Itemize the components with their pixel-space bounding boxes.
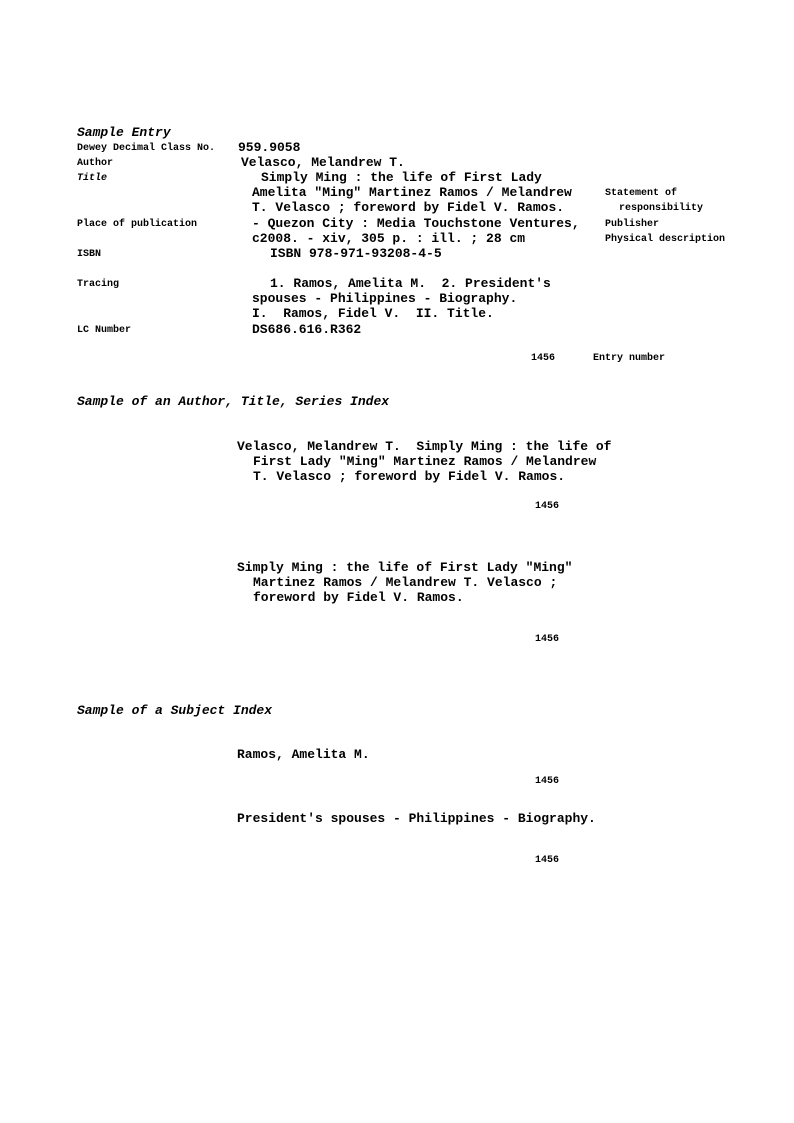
author-title-index-heading: Sample of an Author, Title, Series Index [77, 394, 390, 409]
title-label: Title [77, 173, 108, 184]
title-entry-line-3: foreword by Fidel V. Ramos. [253, 590, 464, 605]
dewey-value: 959.9058 [238, 140, 301, 155]
tracing-label: Tracing [77, 279, 120, 290]
title-line-2: Amelita "Ming" Martinez Ramos / Melandrew [252, 185, 572, 200]
author-entry-number: 1456 [535, 501, 560, 512]
statement-note-1: Statement of [605, 188, 678, 199]
entry-number-label: Entry number [593, 353, 666, 364]
author-entry-line-2: First Lady "Ming" Martinez Ramos / Melandrew [253, 454, 597, 469]
subject-index-heading: Sample of a Subject Index [77, 703, 273, 718]
isbn-label: ISBN [77, 249, 102, 260]
tracing-line-2: spouses - Philippines - Biography. [252, 291, 518, 306]
physical-note: Physical description [605, 234, 726, 245]
subject-entry-1: Ramos, Amelita M. [237, 747, 370, 762]
place-label: Place of publication [77, 219, 198, 230]
title-entry-line-1: Simply Ming : the life of First Lady "Ming" [237, 560, 573, 575]
entry-number-value: 1456 [531, 353, 556, 364]
lc-label: LC Number [77, 325, 132, 336]
subject-entry-2-number: 1456 [535, 855, 560, 866]
subject-entry-1-number: 1456 [535, 776, 560, 787]
sample-entry-heading: Sample Entry [77, 125, 171, 140]
tracing-line-3: I. Ramos, Fidel V. II. Title. [252, 306, 494, 321]
title-line-3: T. Velasco ; foreword by Fidel V. Ramos. [252, 200, 565, 215]
title-entry-number: 1456 [535, 634, 560, 645]
author-value: Velasco, Melandrew T. [241, 155, 405, 170]
dewey-label: Dewey Decimal Class No. [77, 143, 216, 154]
publisher-note: Publisher [605, 219, 660, 230]
title-line-1: Simply Ming : the life of First Lady [261, 170, 542, 185]
author-entry-line-3: T. Velasco ; foreword by Fidel V. Ramos. [253, 469, 566, 484]
tracing-line-1: 1. Ramos, Amelita M. 2. President's [270, 276, 551, 291]
title-line-5: c2008. - xiv, 305 p. : ill. ; 28 cm [252, 231, 526, 246]
lc-value: DS686.616.R362 [252, 322, 362, 337]
title-entry-line-2: Martinez Ramos / Melandrew T. Velasco ; [253, 575, 558, 590]
title-line-4: - Quezon City : Media Touchstone Ventures, [252, 216, 580, 231]
author-entry-line-1: Velasco, Melandrew T. Simply Ming : the life of [237, 439, 612, 454]
subject-entry-2: President's spouses - Philippines - Biography. [237, 811, 596, 826]
statement-note-2: responsibility [619, 203, 704, 214]
isbn-value: ISBN 978-971-93208-4-5 [270, 246, 442, 261]
author-label: Author [77, 158, 114, 169]
